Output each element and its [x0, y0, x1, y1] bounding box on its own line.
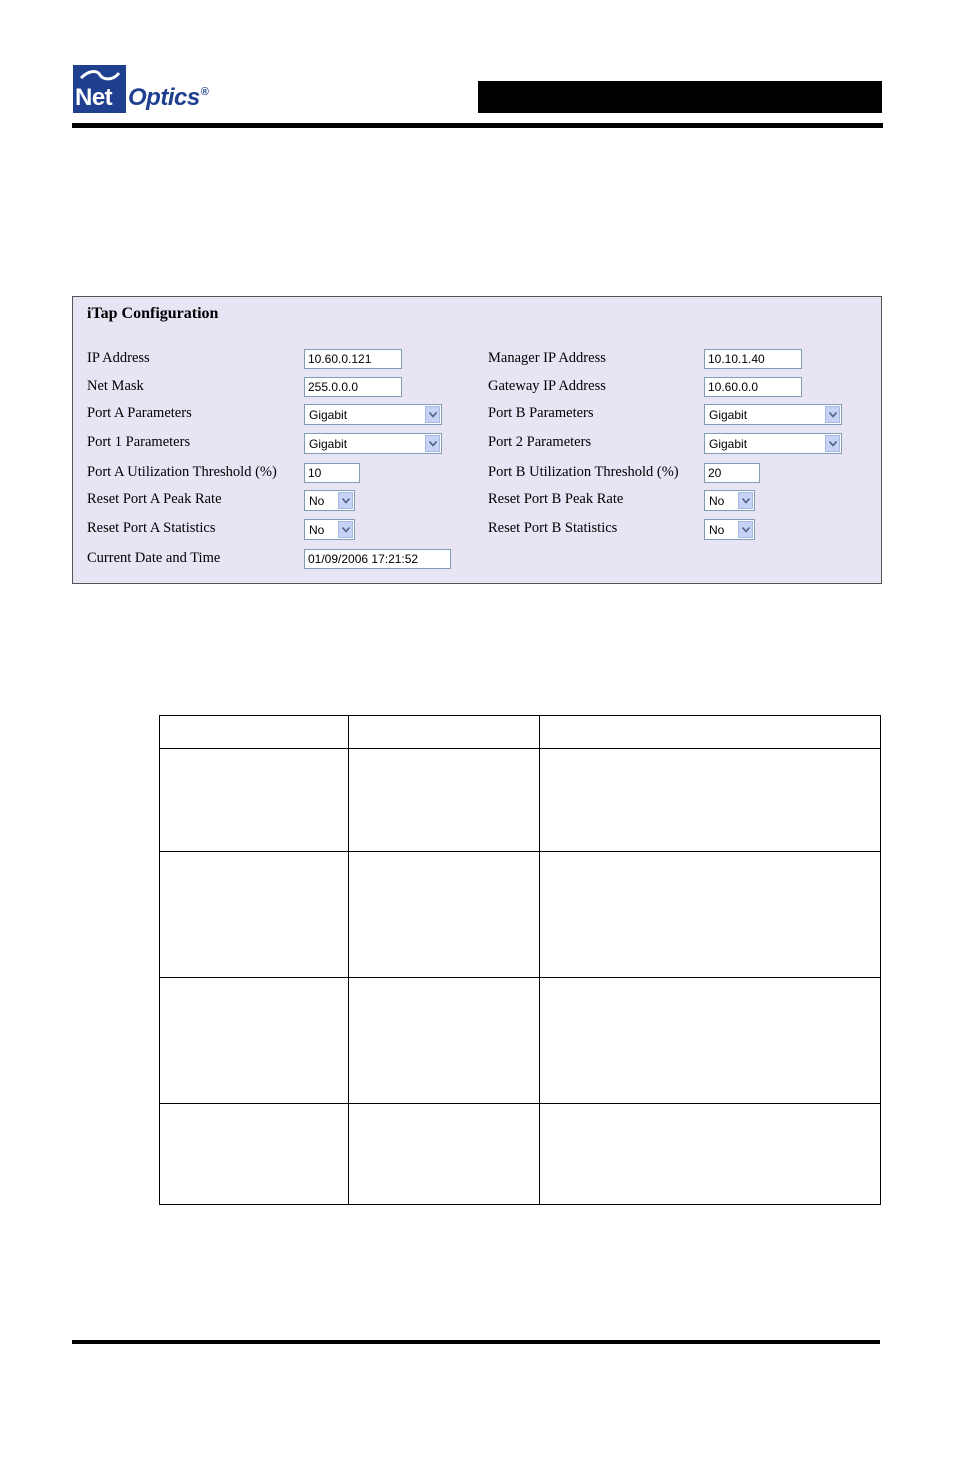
port-a-parameters-label: Port A Parameters: [87, 405, 192, 421]
chevron-down-icon[interactable]: [338, 521, 353, 538]
header-bar: [478, 81, 882, 113]
chevron-down-icon[interactable]: [825, 406, 840, 423]
table-cell: [540, 1104, 881, 1205]
table-cell: [349, 978, 540, 1104]
registered-mark: ®: [200, 86, 209, 98]
table-row: [160, 852, 881, 978]
reset-port-b-statistics-label: Reset Port B Statistics: [488, 520, 618, 536]
logo-text-optics: Optics®: [128, 84, 209, 111]
chevron-down-icon[interactable]: [738, 521, 753, 538]
field-description-table: [159, 715, 881, 1205]
chevron-down-icon[interactable]: [425, 435, 440, 452]
port-b-parameters-label: Port B Parameters: [488, 405, 594, 421]
table-cell: [160, 978, 349, 1104]
header-divider: [72, 123, 883, 128]
table-cell: [349, 1104, 540, 1205]
port-a-parameters-select[interactable]: [304, 404, 442, 425]
logo-box: [73, 65, 126, 113]
table-cell: [160, 749, 349, 852]
select-value: No: [709, 523, 725, 537]
current-date-time-input[interactable]: 01/09/2006 17:21:52: [304, 549, 451, 569]
itap-configuration-panel: [72, 296, 882, 584]
manager-ip-address-label: Manager IP Address: [488, 350, 606, 366]
port-b-threshold-label: Port B Utilization Threshold (%): [488, 464, 679, 480]
table-header-row: [160, 716, 881, 749]
manager-ip-address-input[interactable]: 10.10.1.40: [704, 349, 802, 369]
table-cell: [349, 749, 540, 852]
reset-port-a-statistics-label: Reset Port A Statistics: [87, 520, 216, 536]
chevron-down-icon[interactable]: [738, 492, 753, 509]
table-header-cell: [349, 716, 540, 749]
table-row: [160, 749, 881, 852]
select-value: No: [309, 494, 325, 508]
port-b-parameters-select[interactable]: [704, 404, 842, 425]
select-value: No: [709, 494, 725, 508]
wave-icon: [73, 69, 126, 83]
gateway-ip-address-input[interactable]: 10.60.0.0: [704, 377, 802, 397]
reset-port-b-peak-label: Reset Port B Peak Rate: [488, 491, 624, 507]
reset-port-b-statistics-select[interactable]: [704, 519, 755, 540]
current-date-time-label: Current Date and Time: [87, 550, 221, 566]
table-row: [160, 978, 881, 1104]
table-cell: [540, 852, 881, 978]
select-value: Gigabit: [309, 437, 348, 451]
table-header-cell: [160, 716, 349, 749]
reset-port-b-peak-select[interactable]: [704, 490, 755, 511]
net-mask-label: Net Mask: [87, 378, 144, 394]
gateway-ip-address-label: Gateway IP Address: [488, 378, 606, 394]
reset-port-a-peak-select[interactable]: [304, 490, 355, 511]
table-cell: [160, 852, 349, 978]
table-row: [160, 1104, 881, 1205]
table-cell: [160, 1104, 349, 1205]
port-1-parameters-select[interactable]: [304, 433, 442, 454]
port-a-threshold-input[interactable]: 10: [304, 463, 360, 483]
reset-port-a-peak-label: Reset Port A Peak Rate: [87, 491, 222, 507]
ip-address-input[interactable]: 10.60.0.121: [304, 349, 402, 369]
table-header-cell: [540, 716, 881, 749]
net-mask-input[interactable]: 255.0.0.0: [304, 377, 402, 397]
port-b-threshold-input[interactable]: 20: [704, 463, 760, 483]
port-a-threshold-label: Port A Utilization Threshold (%): [87, 464, 277, 480]
logo-text-net: Net: [75, 84, 113, 111]
select-value: Gigabit: [309, 408, 348, 422]
select-value: Gigabit: [709, 437, 748, 451]
footer-divider: [72, 1340, 880, 1344]
ip-address-label: IP Address: [87, 350, 150, 366]
panel-title: iTap Configuration: [87, 305, 219, 322]
table-cell: [540, 749, 881, 852]
port-2-parameters-label: Port 2 Parameters: [488, 434, 592, 450]
port-2-parameters-select[interactable]: [704, 433, 842, 454]
chevron-down-icon[interactable]: [825, 435, 840, 452]
port-1-parameters-label: Port 1 Parameters: [87, 434, 191, 450]
reset-port-a-statistics-select[interactable]: [304, 519, 355, 540]
table-cell: [349, 852, 540, 978]
select-value: Gigabit: [709, 408, 748, 422]
chevron-down-icon[interactable]: [425, 406, 440, 423]
select-value: No: [309, 523, 325, 537]
table-cell: [540, 978, 881, 1104]
chevron-down-icon[interactable]: [338, 492, 353, 509]
